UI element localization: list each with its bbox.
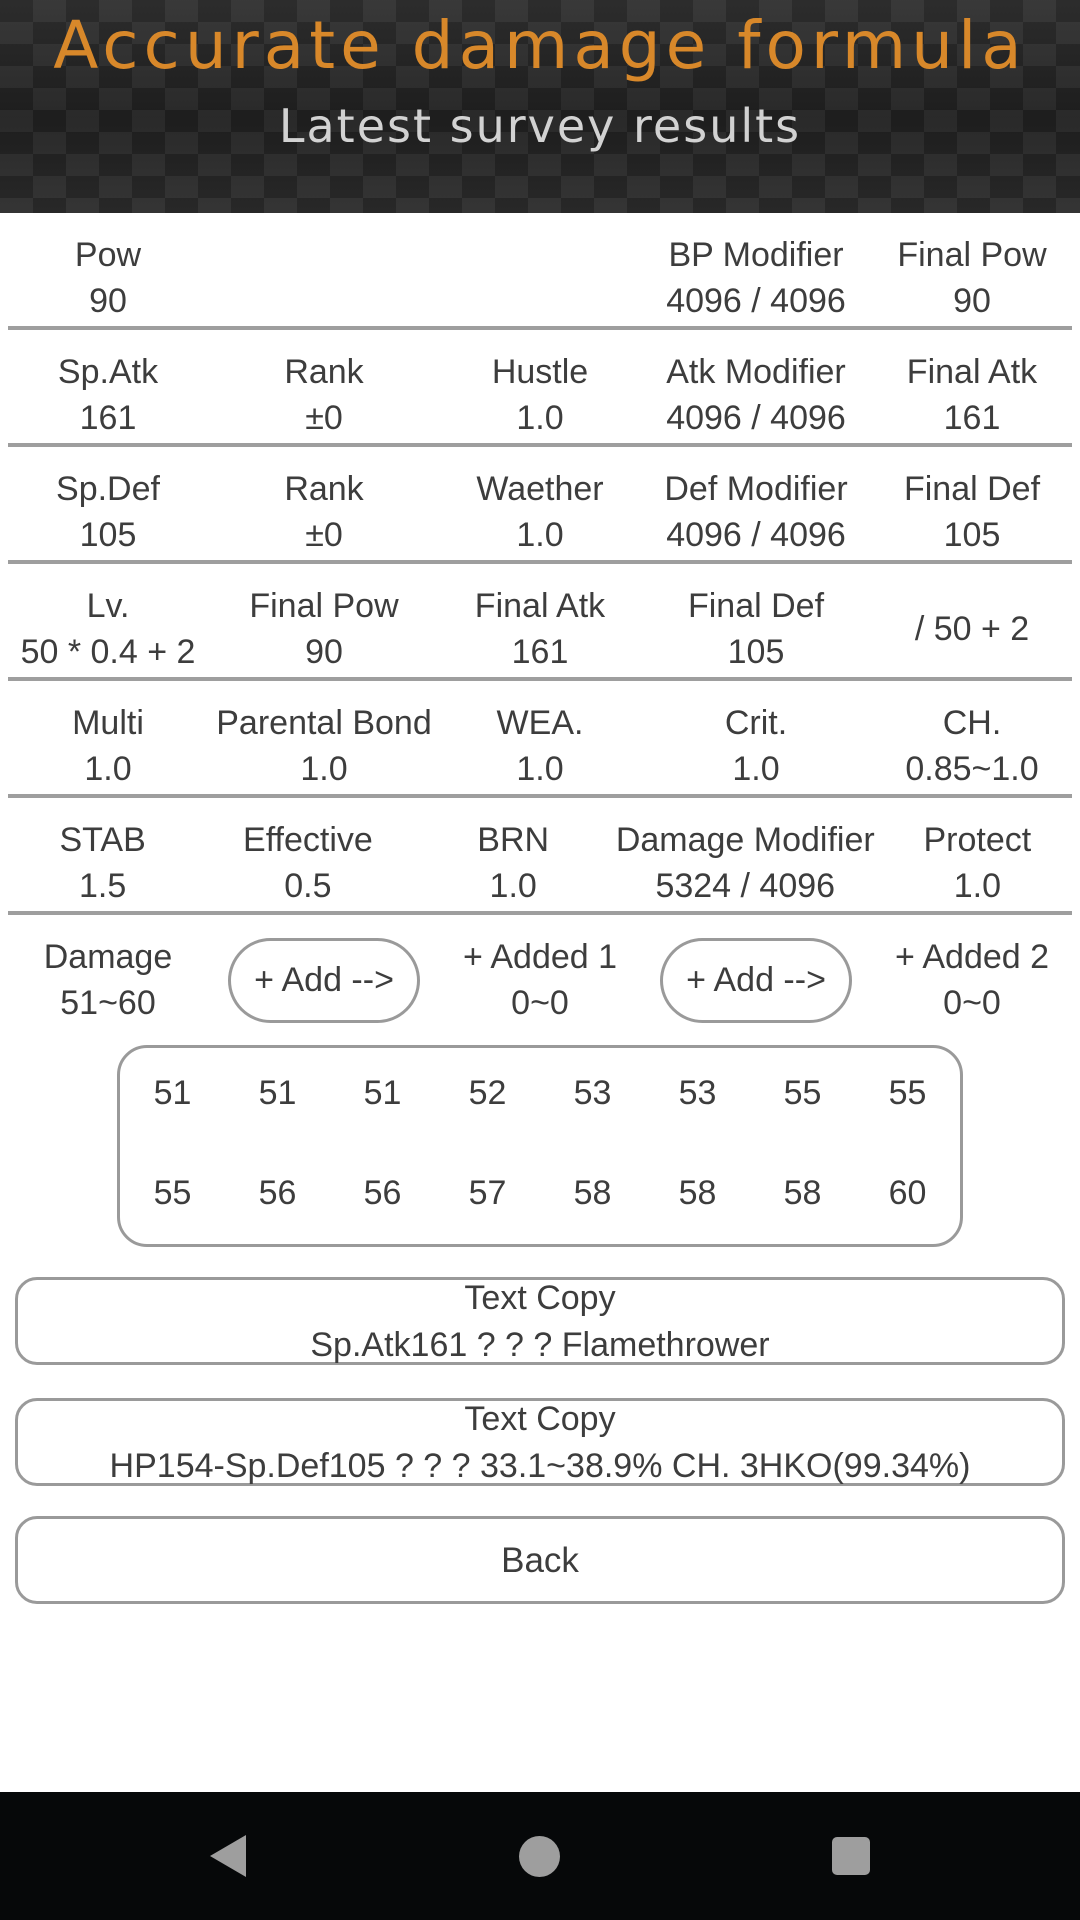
cell-parental-bond: Parental Bond 1.0 <box>216 703 432 788</box>
cell-final-def-2: Final Def 105 <box>687 586 825 671</box>
cell-sp-def: Sp.Def 105 <box>56 469 160 554</box>
cell-rank-def: Rank ±0 <box>284 469 364 554</box>
cell-sp-atk: Sp.Atk 161 <box>57 352 159 437</box>
cell-multi: Multi 1.0 <box>72 703 144 788</box>
roll-value: 58 <box>678 1174 717 1212</box>
back-button[interactable]: Back <box>15 1516 1065 1604</box>
roll-value: 58 <box>573 1174 612 1212</box>
nav-home-icon[interactable] <box>519 1836 560 1877</box>
roll-value: 53 <box>573 1074 612 1112</box>
cell-weather: Waether 1.0 <box>476 469 604 554</box>
cell-hustle: Hustle 1.0 <box>491 352 589 437</box>
cell-def-modifier: Def Modifier 4096 / 4096 <box>664 469 848 554</box>
cell-rank-atk: Rank ±0 <box>284 352 364 437</box>
stat-row-multipliers-1 <box>0 681 1080 794</box>
stat-row-pow <box>0 213 1080 326</box>
header-banner <box>0 0 1080 213</box>
cell-stab: STAB 1.5 <box>59 820 146 905</box>
roll-value: 52 <box>468 1074 507 1112</box>
page-title: Accurate damage formula <box>53 7 1027 84</box>
cell-final-atk-2: Final Atk 161 <box>474 586 606 671</box>
cell-added-2: + Added 2 0~0 <box>894 938 1050 1022</box>
cell-wea: WEA. 1.0 <box>496 703 584 788</box>
roll-value: 57 <box>468 1174 507 1212</box>
cell-final-def: Final Def 105 <box>903 469 1041 554</box>
roll-value: 56 <box>258 1174 297 1212</box>
cell-added-1: + Added 1 0~0 <box>462 938 618 1022</box>
cell-divide-term: / 50 + 2 <box>914 609 1030 648</box>
stat-row-def <box>0 447 1080 560</box>
text-copy-defender-value: HP154-Sp.Def105 ? ? ? 33.1~38.9% CH. 3HKO(99.34%) <box>109 1446 971 1485</box>
stat-row-atk <box>0 330 1080 443</box>
roll-value: 55 <box>783 1074 822 1112</box>
cell-final-atk: Final Atk 161 <box>906 352 1038 437</box>
cell-protect: Protect 1.0 <box>923 820 1032 905</box>
damage-row <box>0 915 1080 1037</box>
roll-value: 51 <box>258 1074 297 1112</box>
cell-damage: Damage 51~60 <box>43 938 173 1022</box>
stat-row-formula <box>0 564 1080 677</box>
add-button-1[interactable]: + Add --> <box>228 938 420 1023</box>
add-button-2[interactable]: + Add --> <box>660 938 852 1023</box>
roll-value: 51 <box>153 1074 192 1112</box>
roll-value: 58 <box>783 1174 822 1212</box>
cell-damage-modifier: Damage Modifier 5324 / 4096 <box>615 820 875 905</box>
roll-value: 55 <box>153 1174 192 1212</box>
stat-row-multipliers-2 <box>0 798 1080 911</box>
damage-rolls-row-1 <box>120 1076 960 1110</box>
text-copy-attacker-value: Sp.Atk161 ? ? ? Flamethrower <box>310 1325 770 1364</box>
cell-crit: Crit. 1.0 <box>724 703 788 788</box>
cell-brn: BRN 1.0 <box>477 820 550 905</box>
roll-value: 53 <box>678 1074 717 1112</box>
roll-value: 56 <box>363 1174 402 1212</box>
roll-value: 60 <box>888 1174 927 1212</box>
android-nav-bar <box>0 1792 1080 1920</box>
nav-back-icon[interactable] <box>210 1835 246 1877</box>
text-copy-attacker-button[interactable] <box>15 1277 1065 1365</box>
cell-effective: Effective 0.5 <box>243 820 373 905</box>
damage-rolls-box <box>117 1045 963 1247</box>
cell-final-pow-2: Final Pow 90 <box>249 586 399 671</box>
page-subtitle: Latest survey results <box>278 98 802 153</box>
cell-ch-roll: CH. 0.85~1.0 <box>905 703 1039 788</box>
nav-recents-icon[interactable] <box>832 1837 870 1875</box>
damage-rolls-row-2 <box>120 1176 960 1210</box>
text-copy-defender-button[interactable] <box>15 1398 1065 1486</box>
cell-bp-modifier: BP Modifier 4096 / 4096 <box>666 235 846 320</box>
roll-value: 55 <box>888 1074 927 1112</box>
cell-final-pow: Final Pow 90 <box>897 235 1047 320</box>
cell-level: Lv. 50 * 0.4 + 2 <box>20 586 196 671</box>
cell-pow: Pow 90 <box>74 235 142 320</box>
text-copy-label: Text Copy <box>464 1399 616 1438</box>
cell-atk-modifier: Atk Modifier 4096 / 4096 <box>666 352 846 437</box>
text-copy-label: Text Copy <box>464 1278 616 1317</box>
roll-value: 51 <box>363 1074 402 1112</box>
